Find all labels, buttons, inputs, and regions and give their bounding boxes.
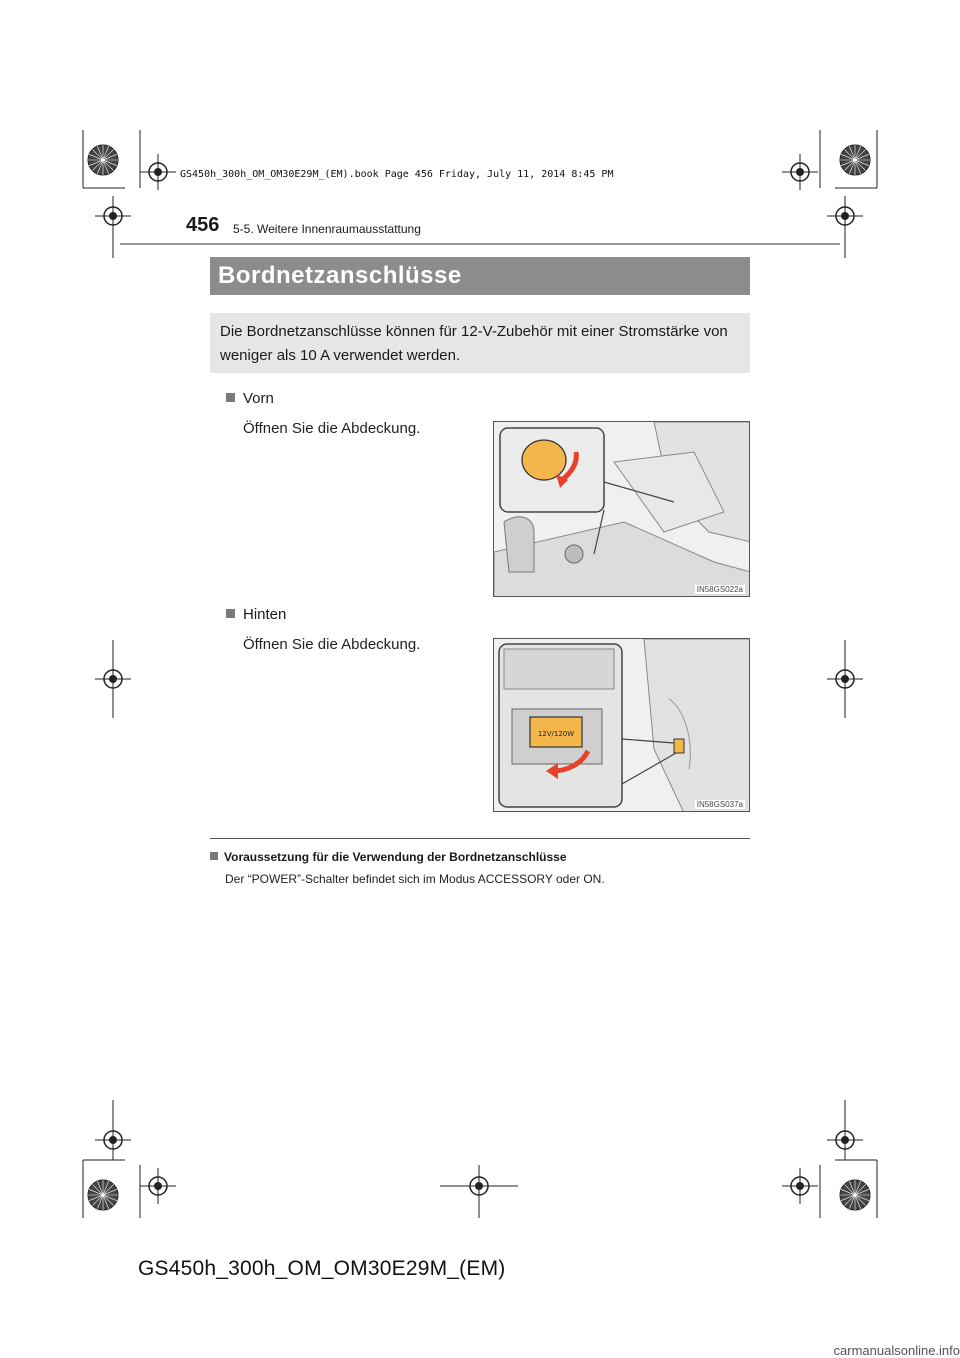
square-bullet-icon (210, 852, 218, 860)
figure-rear-socket (493, 638, 750, 812)
page-number: 456 (186, 214, 220, 236)
front-console-illustration (494, 422, 750, 597)
section-heading-front: Vorn (226, 390, 274, 407)
instruction-rear: Öffnen Sie die Abdeckung. (243, 636, 421, 653)
header-divider (120, 243, 840, 245)
instruction-front: Öffnen Sie die Abdeckung. (243, 420, 421, 437)
page-title: Bordnetzanschlüsse (210, 257, 750, 295)
intro-box: Die Bordnetzanschlüsse können für 12-V-Zubehör mit einer Stromstärke von weniger als 10 A verwendet werden. (210, 313, 750, 373)
figure-code-rear: IN58GS037a (696, 800, 743, 809)
square-bullet-icon (226, 393, 235, 402)
figure-code-front: IN58GS022a (696, 585, 743, 594)
footer-model-code: GS450h_300h_OM_OM30E29M_(EM) (138, 1257, 506, 1280)
rear-console-illustration (494, 639, 750, 812)
note-text: Der “POWER”-Schalter befindet sich im Modus ACCESSORY oder ON. (225, 872, 605, 886)
square-bullet-icon (226, 609, 235, 618)
book-info-line: GS450h_300h_OM_OM30E29M_(EM).book Page 456 Friday, July 11, 2014 8:45 PM (180, 169, 614, 180)
figure-front-socket (493, 421, 750, 597)
watermark: carmanualsonline.info (833, 1343, 960, 1358)
section-heading-rear: Hinten (226, 606, 286, 623)
note-divider (210, 838, 750, 839)
socket-label: 12V/120W (537, 730, 575, 738)
note-heading: Voraussetzung für die Verwendung der Bordnetzanschlüsse (210, 850, 567, 864)
section-label: 5-5. Weitere Innenraumausstattung (233, 222, 421, 236)
